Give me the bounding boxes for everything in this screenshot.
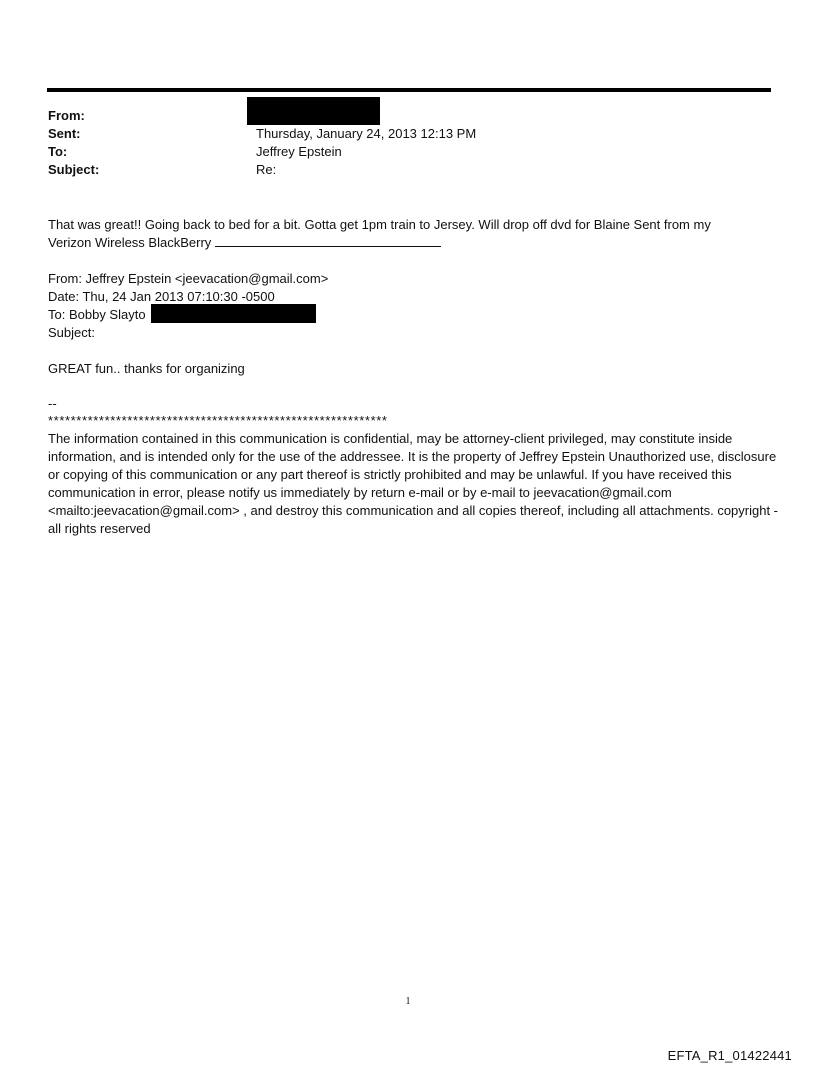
reply-line-2-text: Verizon Wireless BlackBerry <box>48 235 212 250</box>
bates-number: EFTA_R1_01422441 <box>667 1048 792 1063</box>
from-label: From: <box>48 108 85 123</box>
page-number: 1 <box>405 996 411 1007</box>
to-redaction <box>151 304 316 323</box>
header-rule <box>47 88 771 92</box>
confidentiality-disclaimer: The information contained in this communication is confidential, may be attorney-client privileged, may constitute inside information, and is intended only for the use of the addressee. It is the property of Jeffrey Epstein Unauthorized use, disclosure or copying of this communication or any part thereof is strictly prohibited and may be unlawful. If you have received this communication in error, please notify us immediately by return e-mail or by e-mail to jeevacation@gmail.com <mailto:jeevacation@gmail.com> , and destroy this communication and all copies thereof, including all attachments. copyright -all rights reserved <box>48 431 779 536</box>
reply-line-2 <box>48 234 441 251</box>
reply-line-1: That was great!! Going back to bed for a bit. Gotta get 1pm train to Jersey. Will drop off dvd for Blaine Sent from my <box>48 217 711 232</box>
subject-label: Subject: <box>48 162 100 177</box>
sent-value: Thursday, January 24, 2013 12:13 PM <box>256 126 477 141</box>
quoted-subject-line: Subject: <box>48 325 95 340</box>
to-value: Jeffrey Epstein <box>256 144 342 159</box>
subject-value: Re: <box>256 162 277 177</box>
separator-underline <box>215 235 441 247</box>
to-label: To: <box>48 144 68 159</box>
quoted-to-line: To: Bobby Slayto <box>48 307 146 322</box>
quoted-from-line: From: Jeffrey Epstein <jeevacation@gmail.com> <box>48 271 329 286</box>
asterisk-divider: ************************************************************ <box>48 413 388 428</box>
quoted-date-line: Date: Thu, 24 Jan 2013 07:10:30 -0500 <box>48 289 275 304</box>
from-redaction <box>247 97 380 125</box>
signature-dashes: -- <box>48 396 57 411</box>
sent-label: Sent: <box>48 126 81 141</box>
quoted-message: GREAT fun.. thanks for organizing <box>48 361 245 376</box>
